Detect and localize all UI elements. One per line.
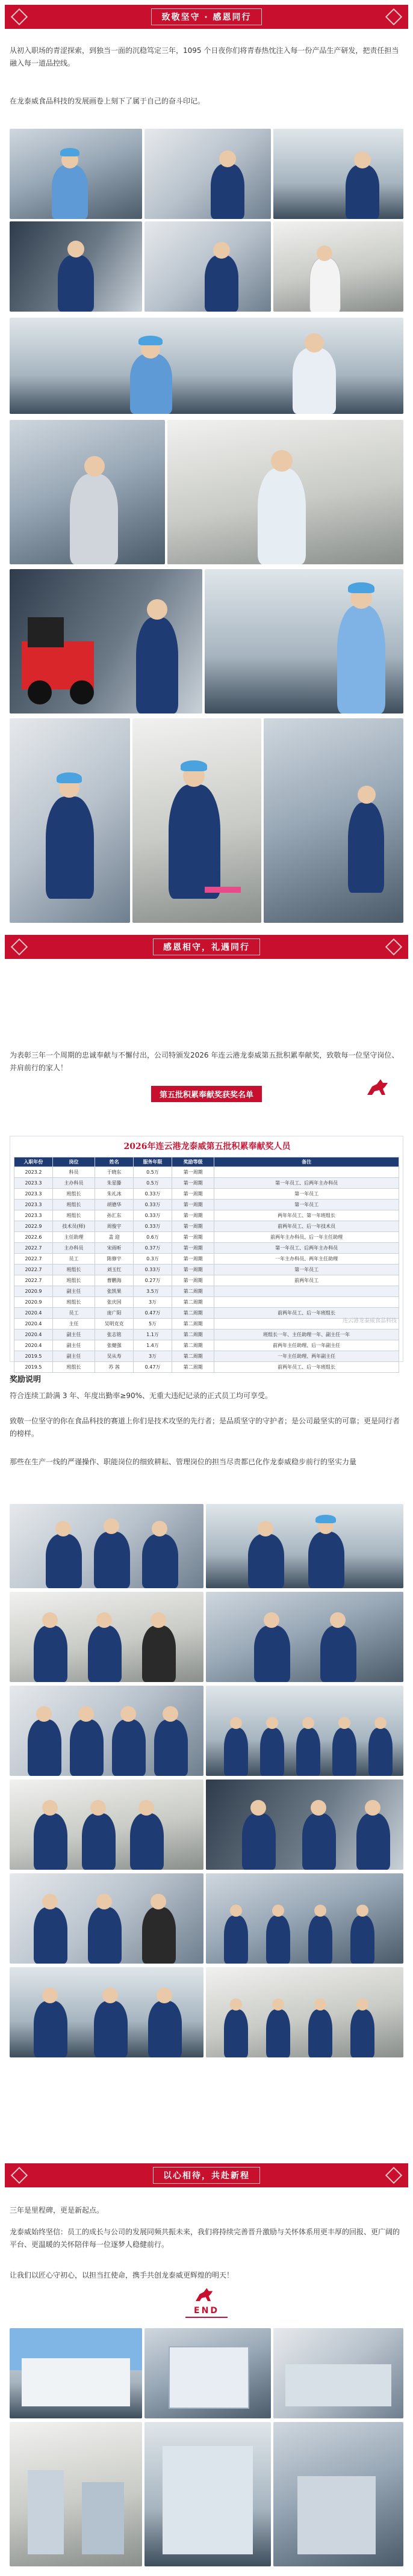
table-cell: 2022.7: [14, 1243, 53, 1254]
table-cell: 班组长: [52, 1189, 95, 1200]
table-cell: 0.33万: [134, 1200, 172, 1210]
table-cell: 吴明克克: [95, 1319, 134, 1330]
ceremony-photo: [206, 1873, 403, 1964]
table-row: [14, 1275, 399, 1286]
table-cell: 班组长: [52, 1275, 95, 1286]
factory-photo: [167, 420, 403, 564]
table-cell: 班组长: [52, 1297, 95, 1308]
table-cell: 第二周期: [172, 1319, 214, 1330]
diamond-ornament-icon: [385, 8, 402, 25]
factory-photo: [10, 129, 142, 219]
table-row: [14, 1200, 399, 1210]
ceremony-photo: [206, 1504, 403, 1588]
table-cell: 第一周期: [172, 1167, 214, 1178]
table-row: [14, 1254, 399, 1265]
table-cell: 班组长: [52, 1362, 95, 1373]
table-cell: 前两年主办科员、后一年主任助理: [214, 1232, 399, 1243]
table-cell: 0.37万: [134, 1243, 172, 1254]
table-cell: 5万: [134, 1319, 172, 1330]
table-cell: 0.33万: [134, 1210, 172, 1221]
table-cell: 第二周期: [172, 1286, 214, 1297]
rules-paragraph: 符合连续工龄满 3 年、年度出勤率≥90%、无重大违纪记录的正式员工均可享受。: [10, 1391, 272, 1400]
table-cell: 第一周期: [172, 1200, 214, 1210]
award-table-title: 2026年连云港龙泰威第五批积累奉献奖人员: [123, 1142, 291, 1151]
table-row: [14, 1319, 399, 1330]
table-row: [14, 1297, 399, 1308]
table-cell: 3万: [134, 1351, 172, 1362]
table-cell: 张凯果: [95, 1286, 134, 1297]
horse-icon: [193, 2286, 217, 2304]
table-row: [14, 1351, 399, 1362]
table-cell: 2020.4: [14, 1340, 53, 1351]
table-watermark: 连云港龙泰威食品科技: [342, 1318, 397, 1324]
facility-photo: [10, 2422, 142, 2566]
table-cell: 陈修宇: [95, 1254, 134, 1265]
table-cell: 前两年员工、后一年班组长: [214, 1308, 399, 1319]
award-subtitle-badge: [0, 1086, 413, 1102]
ceremony-photo: [206, 1967, 403, 2057]
award-table: [14, 1157, 399, 1373]
table-cell: 第一年员工: [214, 1265, 399, 1275]
rules-paragraph: 那些在生产一线的严谨操作、职能岗位的细致耕耘、管理岗位的担当尽责都已化作龙泰威稳步前行的坚实力量: [10, 1458, 357, 1466]
table-header-row: [14, 1157, 399, 1167]
factory-photo: [10, 221, 142, 312]
table-cell: 2023.3: [14, 1189, 53, 1200]
intro-paragraph: 在龙泰威食品科技的发展画卷上刻下了属于自己的奋斗印记。: [10, 97, 205, 105]
table-header-cell: 奖励等级: [172, 1157, 214, 1167]
table-cell: 第一年员工、后两年主办科员: [214, 1178, 399, 1189]
ceremony-photo: [10, 1873, 203, 1964]
table-cell: 第一周期: [172, 1178, 214, 1189]
table-cell: 周俊宇: [95, 1221, 134, 1232]
table-cell: 宋雨昕: [95, 1243, 134, 1254]
table-row: [14, 1210, 399, 1221]
table-cell: 副主任: [52, 1330, 95, 1340]
rules-heading: 奖励说明: [10, 1375, 42, 1384]
factory-photo: [10, 718, 130, 923]
section-banner-title: 致敬坚守 · 感恩同行: [151, 8, 261, 25]
table-cell: 2022.9: [14, 1221, 53, 1232]
table-cell: 0.47万: [134, 1308, 172, 1319]
table-cell: 班组长一年、主任助理一年、副主任一年: [214, 1330, 399, 1340]
table-cell: 主任助理: [52, 1232, 95, 1243]
ceremony-photo: [206, 1592, 403, 1682]
table-cell: 第一周期: [172, 1254, 214, 1265]
factory-photo: [10, 569, 202, 713]
table-cell: 前两年主任助理、后一年副主任: [214, 1340, 399, 1351]
table-row: [14, 1178, 399, 1189]
section-banner-3: [5, 2163, 408, 2187]
table-cell: 吴从寿: [95, 1351, 134, 1362]
table-cell: 0.33万: [134, 1189, 172, 1200]
table-row: [14, 1308, 399, 1319]
table-cell: [214, 1297, 399, 1308]
table-cell: 0.47万: [134, 1362, 172, 1373]
table-cell: 0.6万: [134, 1232, 172, 1243]
table-cell: 盖 迎: [95, 1232, 134, 1243]
ceremony-photo: [10, 1592, 203, 1682]
table-cell: 第二周期: [172, 1362, 214, 1373]
table-cell: 孙汇东: [95, 1210, 134, 1221]
table-cell: 第二周期: [172, 1297, 214, 1308]
table-row: [14, 1189, 399, 1200]
table-header-cell: 岗位: [52, 1157, 95, 1167]
facility-photo: [10, 2328, 142, 2418]
section-banner-title: 感恩相守，礼遇同行: [153, 938, 260, 955]
table-cell: 员工: [52, 1308, 95, 1319]
table-cell: 2023.2: [14, 1167, 53, 1178]
table-cell: 2022.7: [14, 1275, 53, 1286]
diamond-ornament-icon: [11, 8, 28, 25]
table-row: [14, 1243, 399, 1254]
table-row: [14, 1286, 399, 1297]
factory-photo: [273, 129, 403, 219]
table-cell: 副主任: [52, 1340, 95, 1351]
table-cell: 副主任: [52, 1351, 95, 1362]
end-marker: [0, 2304, 413, 2318]
factory-photo: [132, 718, 261, 923]
diamond-ornament-icon: [11, 938, 28, 955]
table-cell: 0.33万: [134, 1265, 172, 1275]
table-row: [14, 1232, 399, 1243]
table-header-cell: 服务年限: [134, 1157, 172, 1167]
award-table-card: [10, 1136, 403, 1370]
table-cell: 2020.9: [14, 1297, 53, 1308]
table-cell: [214, 1286, 399, 1297]
facility-photo: [273, 2422, 403, 2566]
table-cell: 第一周期: [172, 1210, 214, 1221]
table-cell: 第一年员工: [214, 1200, 399, 1210]
table-cell: 朱星滕: [95, 1178, 134, 1189]
table-cell: 2023.3: [14, 1178, 53, 1189]
table-cell: 第一周期: [172, 1221, 214, 1232]
table-row: [14, 1362, 399, 1373]
award-subtitle: 第五批积累奉献奖获奖名单: [151, 1086, 262, 1102]
table-cell: 曹鹏海: [95, 1275, 134, 1286]
table-cell: 2023.3: [14, 1200, 53, 1210]
table-cell: 主任: [52, 1319, 95, 1330]
table-cell: 胡德华: [95, 1200, 134, 1210]
table-cell: 第一周期: [172, 1265, 214, 1275]
facility-photo: [144, 2422, 271, 2566]
table-cell: 0.5万: [134, 1178, 172, 1189]
table-cell: 2020.4: [14, 1319, 53, 1330]
table-cell: 0.5万: [134, 1167, 172, 1178]
table-cell: 两年年员工、第一年班组长: [214, 1210, 399, 1221]
factory-photo: [10, 420, 165, 564]
table-cell: 0.3万: [134, 1254, 172, 1265]
table-cell: 3万: [134, 1297, 172, 1308]
table-cell: 班组长: [52, 1210, 95, 1221]
diamond-ornament-icon: [11, 2167, 28, 2184]
table-cell: 2019.5: [14, 1362, 53, 1373]
table-cell: 张志铭: [95, 1330, 134, 1340]
table-cell: 科员: [52, 1167, 95, 1178]
ceremony-photo: [10, 1686, 203, 1776]
table-row: [14, 1265, 399, 1275]
facility-photo: [144, 2328, 271, 2418]
table-cell: 技术员(师): [52, 1221, 95, 1232]
intro-paragraph: 从初入职场的青涩探索，到独当一面的沉稳笃定三年，1095 个日夜你们将青春热忱注入每一份产品生产研发，把责任担当融入每一道品控线。: [10, 46, 399, 67]
table-cell: 2020.9: [14, 1286, 53, 1297]
table-body: [14, 1167, 399, 1373]
table-cell: 2019.5: [14, 1351, 53, 1362]
table-row: [14, 1330, 399, 1340]
closing-paragraph: 龙泰威始终坚信：员工的成长与公司的发展同频共振未来，我们将持续完善晋升激励与关怀体系用更丰厚的回报、更广阔的平台、更温暖的关怀陪伴每一位逐梦人稳健前行。: [10, 2228, 400, 2249]
table-cell: 庞广阳: [95, 1308, 134, 1319]
table-cell: 班组长: [52, 1265, 95, 1275]
table-cell: 第二周期: [172, 1340, 214, 1351]
ceremony-photo: [10, 1504, 203, 1588]
table-cell: 班组长: [52, 1200, 95, 1210]
table-cell: 前两年员工、后一年技术员: [214, 1221, 399, 1232]
table-cell: 朱礼冰: [95, 1189, 134, 1200]
end-label: END: [185, 2306, 228, 2318]
table-cell: 张庆国: [95, 1297, 134, 1308]
facility-photo: [273, 2328, 403, 2418]
ceremony-photo: [10, 1967, 203, 2057]
table-cell: 一年主任助理、两年副主任: [214, 1351, 399, 1362]
table-row: [14, 1221, 399, 1232]
table-cell: 第一年员工: [214, 1189, 399, 1200]
section-banner-2: [5, 935, 408, 959]
closing-paragraph: 让我们以匠心守初心，以担当扛使命，携手共创龙泰威更辉煌的明天！: [10, 2271, 234, 2279]
table-cell: 主办科员: [52, 1243, 95, 1254]
table-cell: 前两年员工、后一年班组长: [214, 1362, 399, 1373]
table-cell: 副主任: [52, 1286, 95, 1297]
table-cell: 张健强: [95, 1340, 134, 1351]
ceremony-photo: [206, 1779, 403, 1870]
ceremony-photo: [10, 1779, 203, 1870]
table-row: [14, 1340, 399, 1351]
section-banner-title: 以心相待，共赴新程: [153, 2167, 260, 2184]
closing-paragraph: 三年是里程碑，更是新起点。: [10, 2206, 104, 2214]
table-cell: 第一周期: [172, 1243, 214, 1254]
diamond-ornament-icon: [385, 938, 402, 955]
table-cell: 主办科员: [52, 1178, 95, 1189]
factory-photo: [10, 318, 403, 414]
factory-photo: [273, 221, 403, 312]
table-cell: 2022.7: [14, 1265, 53, 1275]
factory-photo: [144, 129, 271, 219]
table-cell: 一年主办科员、两年主任助理: [214, 1254, 399, 1265]
table-cell: 2020.4: [14, 1308, 53, 1319]
table-cell: 第一周期: [172, 1189, 214, 1200]
table-cell: 第二周期: [172, 1351, 214, 1362]
table-header-cell: 入职年份: [14, 1157, 53, 1167]
table-cell: 于晓东: [95, 1167, 134, 1178]
factory-photo: [205, 569, 403, 713]
award-notice: 为表彰三年一个周期的忠诚奉献与不懈付出，公司特颁发2026 年连云港龙泰威第五批积累奉献奖，致敬每一位坚守岗位、并肩前行的家人！: [10, 1051, 399, 1072]
table-cell: 2022.7: [14, 1254, 53, 1265]
table-cell: 0.33万: [134, 1221, 172, 1232]
table-cell: 3.5万: [134, 1286, 172, 1297]
table-cell: 2020.4: [14, 1330, 53, 1340]
table-cell: 刘玉红: [95, 1265, 134, 1275]
rules-paragraph: 致敬一位坚守的你在食品科技的赛道上你们是技术攻坚的先行者；是品质坚守的守护者；是公司最坚实的可靠；更是同行者的榜样。: [10, 1417, 400, 1438]
horse-icon: [365, 1077, 391, 1098]
table-cell: 2022.6: [14, 1232, 53, 1243]
table-cell: 第一年员工、后两年主办科员: [214, 1243, 399, 1254]
table-cell: 员工: [52, 1254, 95, 1265]
table-cell: 第一周期: [172, 1275, 214, 1286]
table-cell: 0.27万: [134, 1275, 172, 1286]
table-cell: 第一周期: [172, 1232, 214, 1243]
table-row: [14, 1167, 399, 1178]
table-header-cell: 备注: [214, 1157, 399, 1167]
table-cell: 苏 茜: [95, 1362, 134, 1373]
table-cell: [214, 1167, 399, 1178]
section-banner-1: [5, 5, 408, 29]
table-cell: 1.4万: [134, 1340, 172, 1351]
table-cell: 1.1万: [134, 1330, 172, 1340]
factory-photo: [144, 221, 271, 312]
table-header-cell: 姓名: [95, 1157, 134, 1167]
table-cell: 2023.3: [14, 1210, 53, 1221]
table-cell: 前两年员工: [214, 1275, 399, 1286]
ceremony-photo: [206, 1686, 403, 1776]
table-cell: 第二周期: [172, 1308, 214, 1319]
diamond-ornament-icon: [385, 2167, 402, 2184]
table-cell: 第二周期: [172, 1330, 214, 1340]
factory-photo: [264, 718, 403, 923]
